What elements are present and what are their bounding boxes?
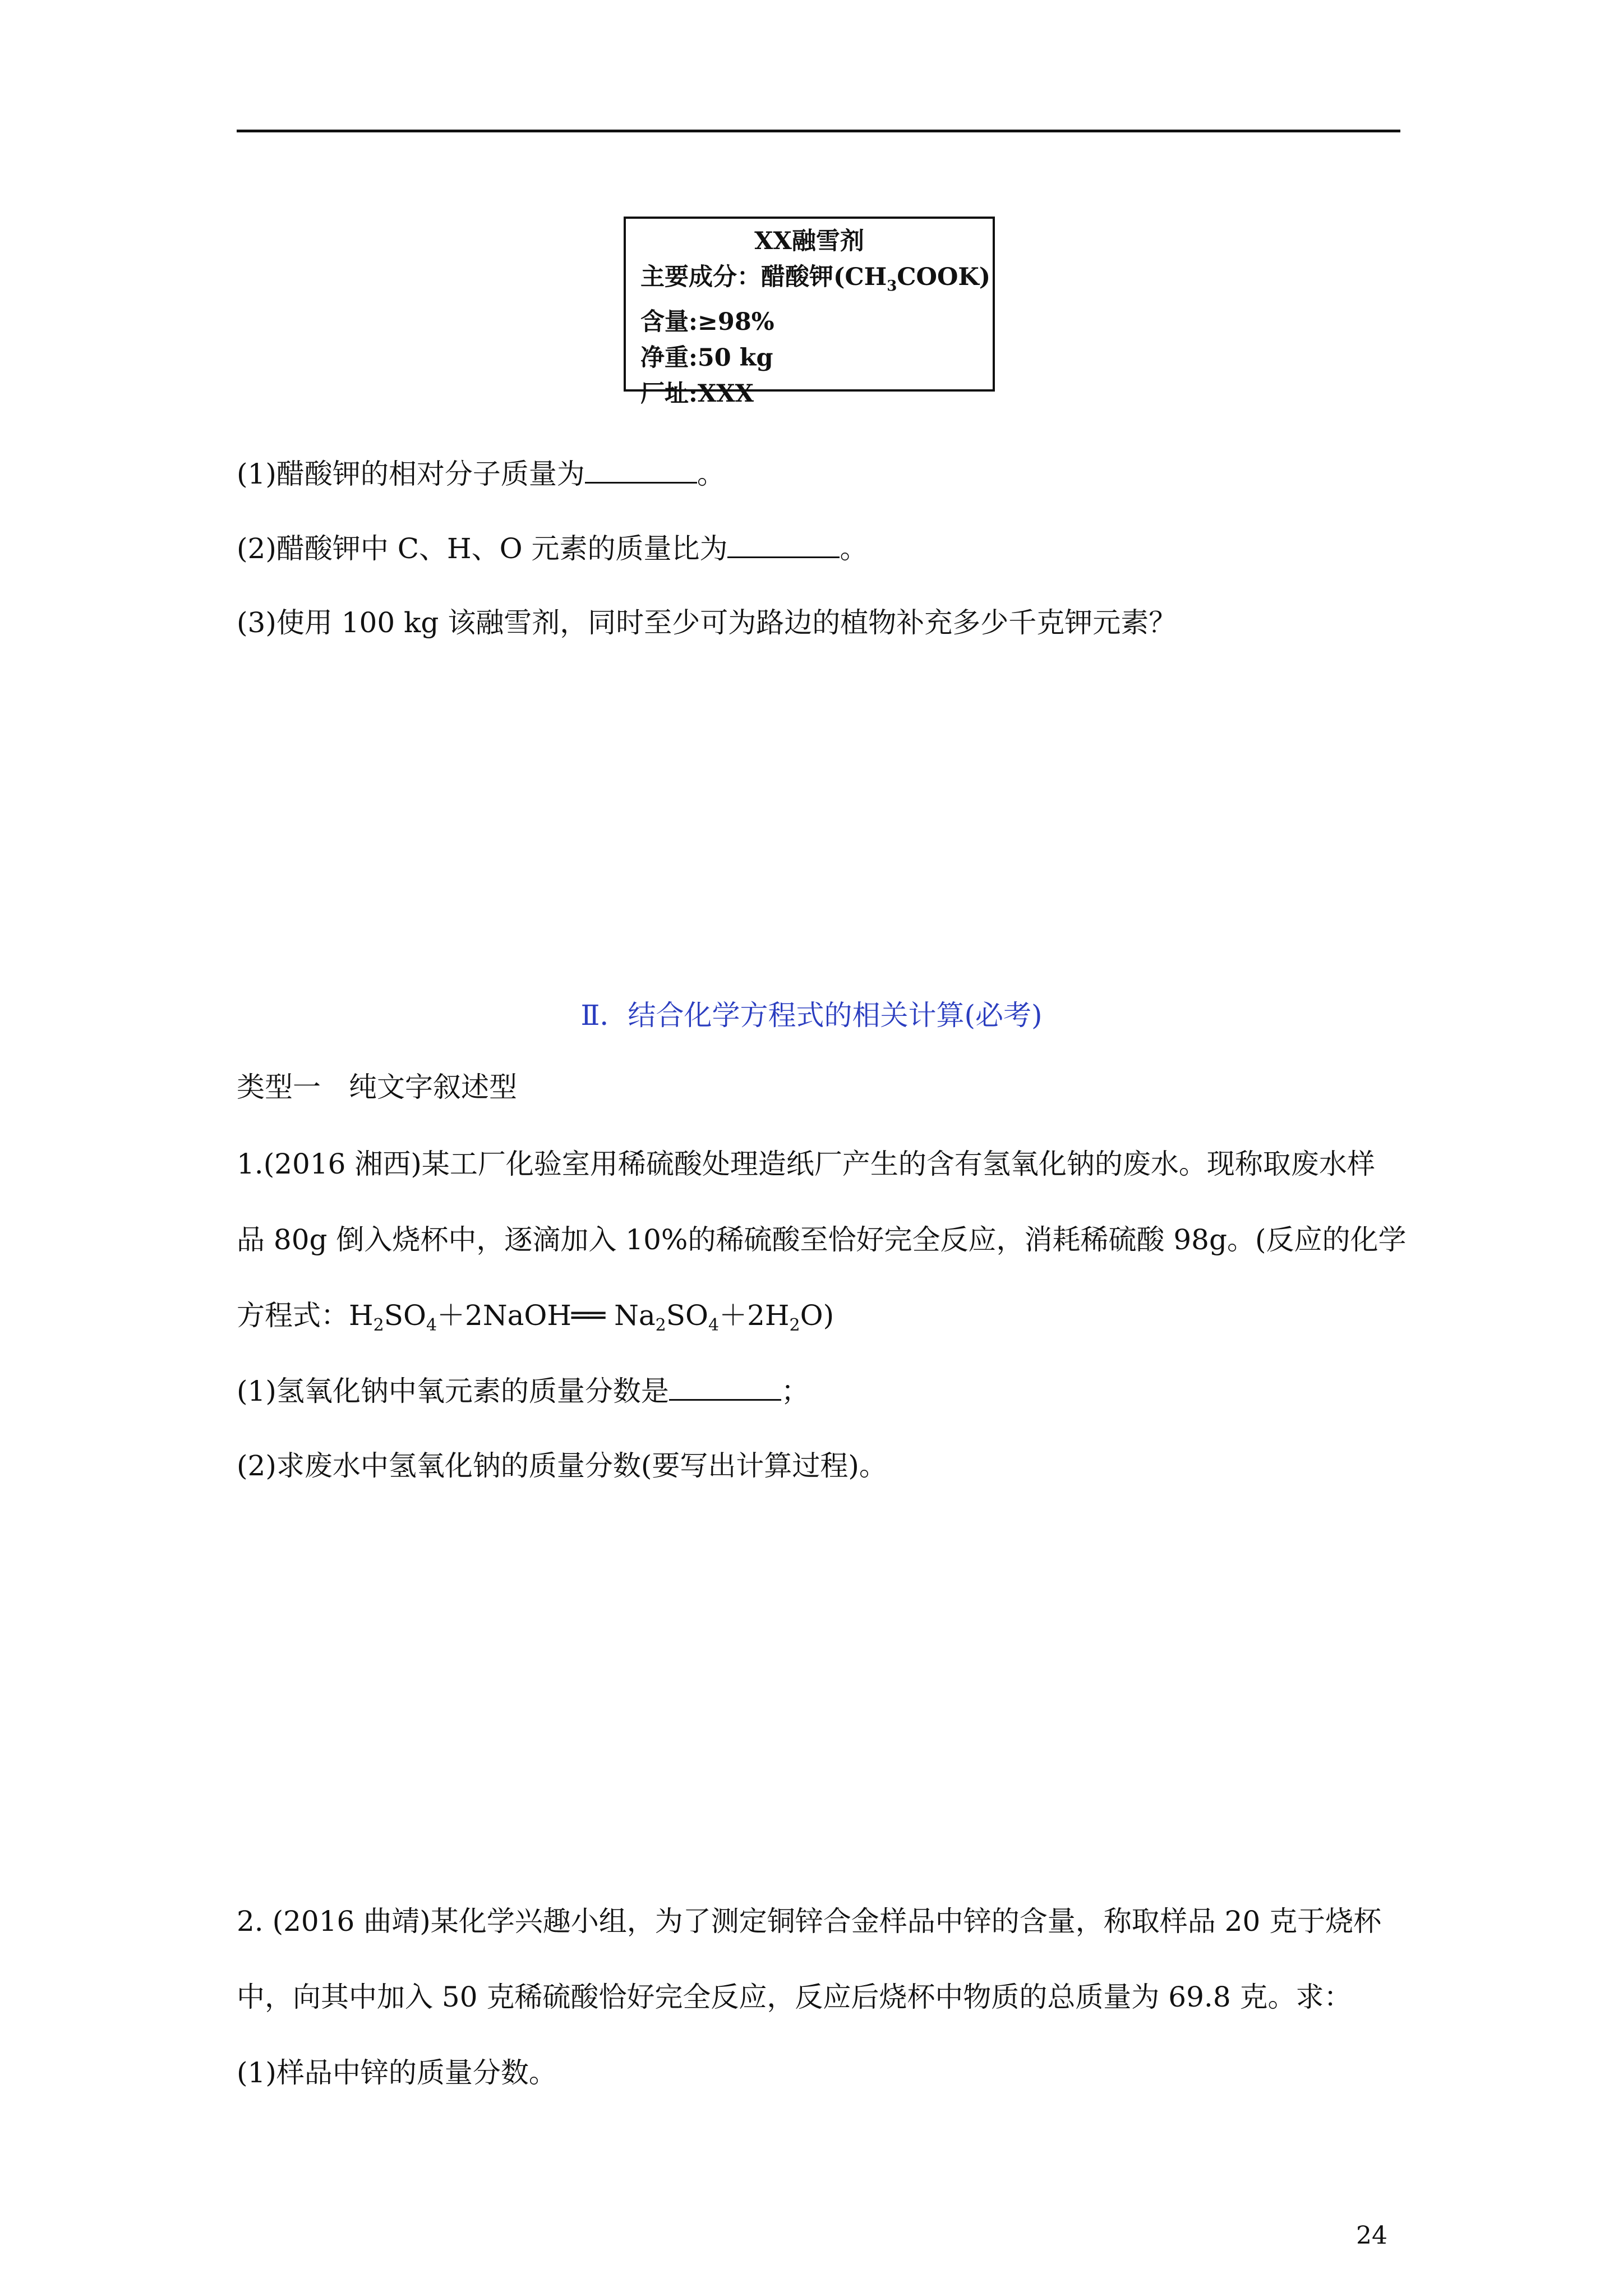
question-1-end: 。 bbox=[697, 458, 725, 490]
equation-part: O) bbox=[800, 1299, 834, 1332]
question-2-end: 。 bbox=[840, 532, 868, 565]
question-2-text: (2)醋酸钾中 C、H、O 元素的质量比为 bbox=[237, 532, 728, 565]
problem-1-sub-1 bbox=[237, 1374, 1400, 1408]
equation-part: SO bbox=[666, 1299, 709, 1332]
problem-2-sub-1: (1)样品中锌的质量分数。 bbox=[237, 2056, 557, 2089]
answer-blank-3[interactable] bbox=[669, 1375, 781, 1401]
problem-1-sub-1-text: (1)氢氧化钠中氧元素的质量分数是 bbox=[237, 1375, 669, 1407]
problem-1-sub-2: (2)求废水中氢氧化钠的质量分数(要写出计算过程)。 bbox=[237, 1450, 887, 1482]
product-label-title: XX融雪剂 bbox=[754, 227, 864, 255]
product-label-ingredient bbox=[640, 259, 991, 304]
equation-part: 方程式：H bbox=[237, 1299, 374, 1332]
problem-2-line-1: 2. (2016 曲靖)某化学兴趣小组，为了测定铜锌合金样品中锌的含量，称取样品 20 克于烧杯 bbox=[237, 1905, 1382, 1938]
equation-part: SO bbox=[384, 1299, 426, 1332]
equation-part: ＋2NaOH══ Na bbox=[437, 1299, 656, 1332]
equation-subscript: 2 bbox=[655, 1315, 666, 1335]
question-3: (3)使用 100 kg 该融雪剂，同时至少可为路边的植物补充多少千克钾元素？ bbox=[237, 606, 1177, 639]
answer-blank-2[interactable] bbox=[727, 533, 840, 558]
answer-blank-1[interactable] bbox=[585, 458, 697, 484]
problem-1-line-2: 品 80g 倒入烧杯中，逐滴加入 10%的稀硫酸至恰好完全反应，消耗稀硫酸 98g。(反应的化学 bbox=[237, 1223, 1407, 1256]
product-label-weight: 净重:50 kg bbox=[640, 344, 773, 372]
page-number: 24 bbox=[1356, 2221, 1387, 2250]
ingredient-rest: COOK) bbox=[897, 263, 991, 291]
product-label-content: 含量:≥98% bbox=[640, 308, 774, 336]
ingredient-text: 主要成分：醋酸钾(CH bbox=[640, 263, 887, 291]
product-label-box bbox=[624, 217, 995, 408]
equation-part: ＋2H bbox=[719, 1299, 790, 1332]
ingredient-subscript: 3 bbox=[887, 278, 897, 295]
equation-subscript: 2 bbox=[373, 1315, 384, 1335]
equation-subscript: 2 bbox=[789, 1315, 800, 1335]
section-title: Ⅱ．结合化学方程式的相关计算(必考) bbox=[580, 999, 1043, 1032]
equation-subscript: 4 bbox=[708, 1315, 720, 1335]
question-1 bbox=[237, 457, 1400, 491]
problem-1-sub-1-end: ； bbox=[781, 1375, 809, 1407]
product-label-address: 厂址:XXX bbox=[640, 380, 754, 408]
problem-2-line-2: 中，向其中加入 50 克稀硫酸恰好完全反应，反应后烧杯中物质的总质量为 69.8 克。求： bbox=[237, 1981, 1352, 2013]
type-heading: 类型一 纯文字叙述型 bbox=[237, 1071, 517, 1103]
problem-1-line-1: 1.(2016 湘西)某工厂化验室用稀硫酸处理造纸厂产生的含有氢氧化钠的废水。现称取废水样 bbox=[237, 1148, 1375, 1180]
chemical-equation bbox=[237, 1299, 1400, 1342]
question-1-text: (1)醋酸钾的相对分子质量为 bbox=[237, 458, 585, 490]
equation-subscript: 4 bbox=[426, 1315, 437, 1335]
header-rule bbox=[237, 130, 1400, 132]
question-2 bbox=[237, 532, 1400, 565]
